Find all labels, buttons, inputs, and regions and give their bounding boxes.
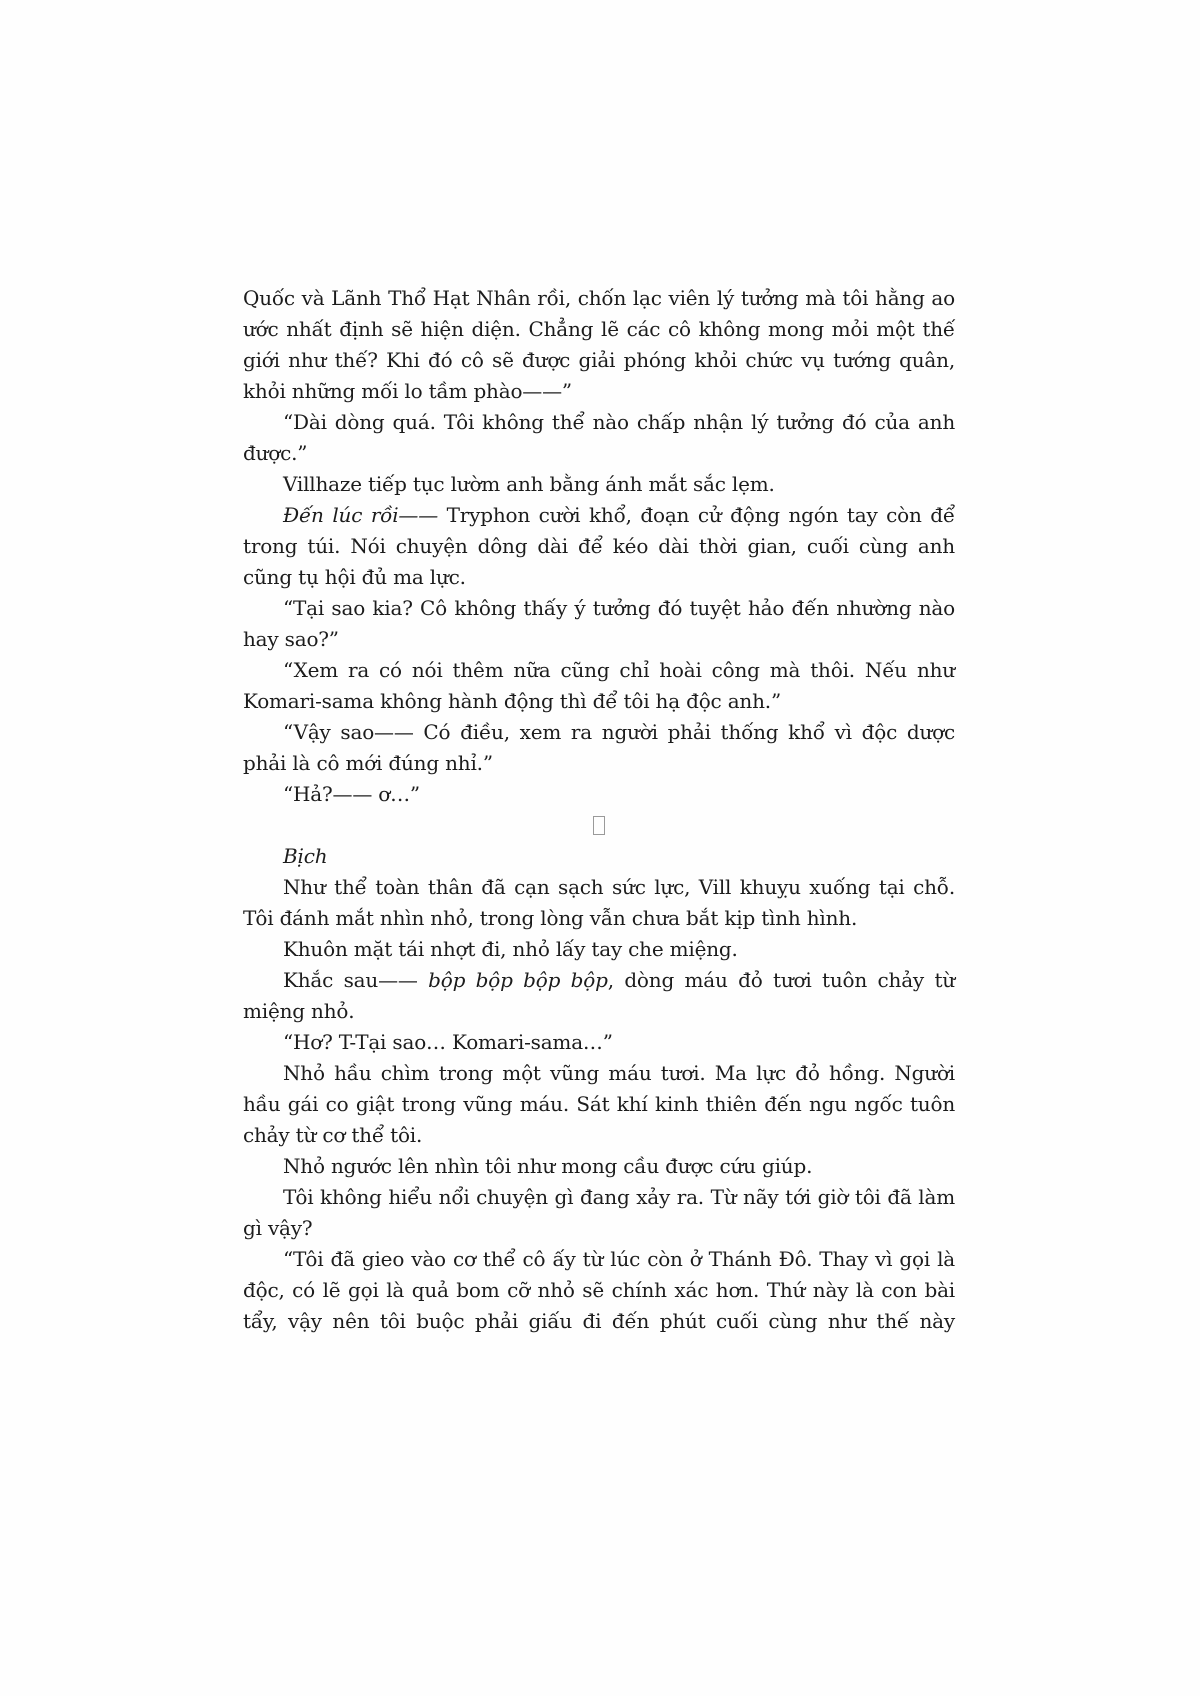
paragraph-text: “Hả?—— ơ…” [283,782,420,806]
paragraph [243,1027,955,1058]
italic-thought: Đến lúc rồi—— [283,503,439,527]
paragraph [243,593,955,655]
paragraph-text: , dòng máu đỏ tươi tuôn chảy từ miệng nhỏ. [243,968,956,1023]
paragraph [243,1244,955,1337]
paragraph-text: “Tôi đã gieo vào cơ thể cô ấy từ lúc còn ở Thánh Đô. Thay vì gọi là độc, có lẽ gọi là quả bom cỡ nhỏ sẽ chính xác hơn. Thứ này là con bài tẩy, vậy nên tôi buộc phải giấu đi đến phút cuối cùng như thế này [243,1247,955,1333]
italic-sound-effect: Bịch [283,844,328,868]
paragraph [243,841,955,872]
paragraph [243,965,955,1027]
paragraph-text: “Xem ra có nói thêm nữa cũng chỉ hoài công mà thôi. Nếu như Komari-sama không hành động thì để tôi hạ độc anh.” [243,658,955,713]
scene-break [243,810,955,841]
paragraph [243,872,955,934]
missing-glyph-box-icon [593,816,605,835]
paragraph-text: Villhaze tiếp tục lườm anh bằng ánh mắt sắc lẹm. [283,472,775,496]
paragraph [243,717,955,779]
paragraph-text: Quốc và Lãnh Thổ Hạt Nhân rồi, chốn lạc viên lý tưởng mà tôi hằng ao ước nhất định sẽ hiện diện. Chẳng lẽ các cô không mong mỏi một thế giới như thế? Khi đó cô sẽ được giải phóng khỏi chức vụ tướng quân, khỏi những mối lo tầm phào——” [243,286,955,403]
paragraph [243,1058,955,1151]
paragraph [243,407,955,469]
paragraph-text: Khuôn mặt tái nhợt đi, nhỏ lấy tay che miệng. [283,937,738,961]
paragraph [243,500,955,593]
paragraph [243,934,955,965]
paragraph [243,1182,955,1244]
paragraph-text: Nhỏ ngước lên nhìn tôi như mong cầu được cứu giúp. [283,1154,813,1178]
paragraph-text: “Hơ? T-Tại sao… Komari-sama…” [283,1030,613,1054]
paragraph-text: Tôi không hiểu nổi chuyện gì đang xảy ra. Từ nãy tới giờ tôi đã làm gì vậy? [243,1185,955,1240]
paragraph-text: “Tại sao kia? Cô không thấy ý tưởng đó tuyệt hảo đến nhường nào hay sao?” [243,596,955,651]
paragraph [243,779,955,810]
paragraph-text: Khắc sau—— [283,968,429,992]
paragraph-text: Tryphon cười khổ, đoạn cử động ngón tay còn để trong túi. Nói chuyện dông dài để kéo dài thời gian, cuối cùng anh cũng tụ hội đủ ma lực. [243,503,955,589]
paragraph-text: Như thể toàn thân đã cạn sạch sức lực, Vill khuỵu xuống tại chỗ. Tôi đánh mắt nhìn nhỏ, trong lòng vẫn chưa bắt kịp tình hình. [243,875,955,930]
paragraph [243,655,955,717]
paragraph [243,1151,955,1182]
body-text [243,283,955,1337]
paragraph [243,283,955,407]
paragraph-text: Nhỏ hầu chìm trong một vũng máu tươi. Ma lực đỏ hồng. Người hầu gái co giật trong vũng máu. Sát khí kinh thiên đến ngu ngốc tuôn chảy từ cơ thể tôi. [243,1061,955,1147]
paragraph-text: “Vậy sao—— Có điều, xem ra người phải thống khổ vì độc dược phải là cô mới đúng nhỉ.” [243,720,955,775]
paragraph [243,469,955,500]
italic-sound-effect: bộp bộp bộp bộp [428,968,608,992]
paragraph-text: “Dài dòng quá. Tôi không thể nào chấp nhận lý tưởng đó của anh được.” [243,410,955,465]
